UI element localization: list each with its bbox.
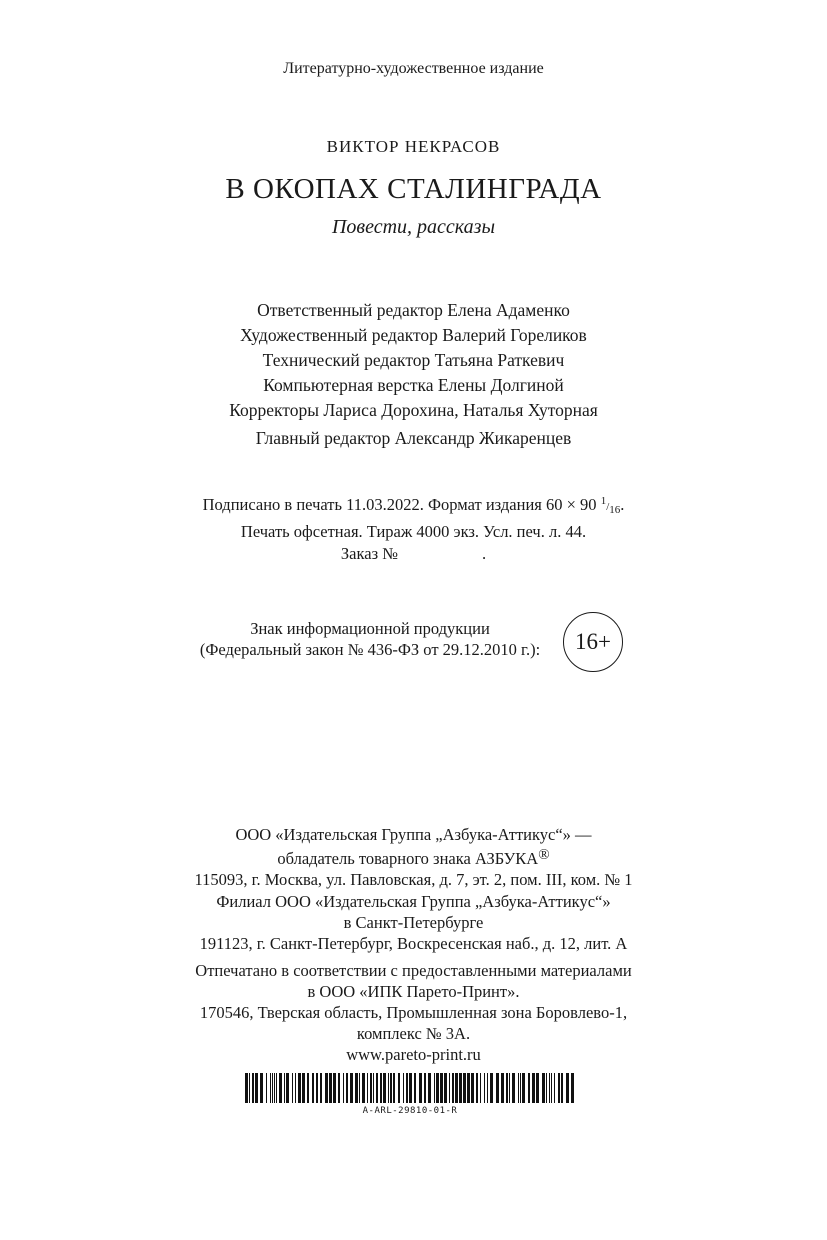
barcode-bar — [512, 1073, 515, 1103]
barcode-bar — [414, 1073, 416, 1103]
barcode-bar — [471, 1073, 474, 1103]
publisher-trademark: обладатель товарного знака АЗБУКА — [277, 849, 539, 868]
barcode-bar — [419, 1073, 422, 1103]
barcode-bar — [346, 1073, 348, 1103]
barcode-bar — [373, 1073, 374, 1103]
branch-info — [0, 891, 827, 954]
barcode-bar — [270, 1073, 271, 1103]
barcode-bar — [532, 1073, 535, 1103]
printer-line-1: Отпечатано в соответствии с предоставленными материалами — [195, 961, 632, 980]
credits-list — [0, 298, 827, 423]
barcode-bar — [333, 1073, 336, 1103]
barcode-bar — [459, 1073, 462, 1103]
barcode-bar — [260, 1073, 263, 1103]
barcode-bar — [428, 1073, 431, 1103]
barcode-bar — [434, 1073, 435, 1103]
barcode-bar — [312, 1073, 314, 1103]
book-title — [0, 173, 827, 206]
book-title-text: В ОКОПАХ СТАЛИНГРАДА — [225, 173, 602, 205]
format-fraction — [600, 495, 621, 516]
printer-line-3: 170546, Тверская область, Промышленная зона Боровлево-1, — [199, 1003, 628, 1022]
barcode-bar — [554, 1073, 555, 1103]
order-line — [0, 543, 827, 565]
barcode-bar — [449, 1073, 450, 1103]
printer-website: www.pareto-print.ru — [346, 1045, 481, 1064]
credit-line: Ответственный редактор Елена Адаменко — [257, 300, 570, 320]
barcode-bar — [252, 1073, 254, 1103]
order-label: Заказ № — [340, 544, 398, 563]
barcode-bar — [546, 1073, 547, 1103]
barcode-bar — [506, 1073, 508, 1103]
barcode-bar — [440, 1073, 443, 1103]
barcode-bar — [566, 1073, 569, 1103]
barcode-bar — [292, 1073, 293, 1103]
barcode-bar — [522, 1073, 525, 1103]
barcode-bar — [487, 1073, 488, 1103]
barcode-bar — [528, 1073, 530, 1103]
barcode-bar — [496, 1073, 499, 1103]
barcode-bar — [542, 1073, 545, 1103]
fraction-slash: / — [606, 501, 610, 513]
order-end: . — [481, 544, 487, 563]
barcode-bar — [272, 1073, 273, 1103]
age-rating-badge-text: 16+ — [575, 629, 611, 654]
publisher-line-2 — [0, 845, 827, 869]
barcode-bar — [320, 1073, 322, 1103]
barcode-bar — [370, 1073, 372, 1103]
branch-line-2: в Санкт-Петербурге — [343, 913, 484, 932]
barcode-bar — [380, 1073, 382, 1103]
printer-line-4: комплекс № 3А. — [356, 1024, 471, 1043]
barcode-bar — [359, 1073, 360, 1103]
edition-type-text: Литературно-художественное издание — [283, 60, 544, 77]
publisher-info — [0, 824, 827, 890]
barcode-bar — [329, 1073, 332, 1103]
book-subtitle — [0, 216, 827, 239]
barcode-bar — [376, 1073, 378, 1103]
barcode-bar — [245, 1073, 248, 1103]
barcode-bar — [362, 1073, 365, 1103]
fraction-numerator: 1 — [600, 495, 607, 507]
barcode-bar — [255, 1073, 258, 1103]
barcode-bar — [409, 1073, 412, 1103]
barcode-bar — [455, 1073, 458, 1103]
fraction-denominator: 16 — [609, 504, 621, 516]
barcode-bar — [355, 1073, 358, 1103]
barcode-bar — [520, 1073, 521, 1103]
barcode-bar — [536, 1073, 539, 1103]
print-info-line-1 — [0, 490, 827, 521]
publisher-line-3: 115093, г. Москва, ул. Павловская, д. 7, эт. 2, пом. III, ком. № 1 — [194, 870, 633, 889]
author-text: ВИКТОР НЕКРАСОВ — [326, 137, 501, 156]
barcode — [245, 1073, 575, 1116]
print-info — [0, 490, 827, 565]
print-info-line-2: Печать офсетная. Тираж 4000 экз. Усл. печ. л. 44. — [240, 522, 587, 541]
printer-line-2: в ООО «ИПК Парето-Принт». — [307, 982, 520, 1001]
barcode-bar — [476, 1073, 478, 1103]
barcode-bar — [343, 1073, 344, 1103]
barcode-bar — [467, 1073, 470, 1103]
barcode-bar — [549, 1073, 550, 1103]
barcode-bar — [350, 1073, 353, 1103]
credit-line: Компьютерная верстка Елены Долгиной — [263, 375, 564, 395]
print-format-end: . — [620, 495, 625, 514]
print-format-text: Подписано в печать 11.03.2022. Формат издания 60 × 90 — [202, 495, 597, 514]
barcode-bar — [501, 1073, 504, 1103]
barcode-bar — [463, 1073, 466, 1103]
book-subtitle-text: Повести, рассказы — [331, 216, 496, 238]
barcode-bar — [452, 1073, 454, 1103]
barcode-bar — [274, 1073, 275, 1103]
barcode-bar — [393, 1073, 395, 1103]
barcode-bar — [284, 1073, 285, 1103]
age-rating-block — [0, 610, 827, 674]
barcode-bar — [298, 1073, 301, 1103]
age-rating-notice — [190, 618, 550, 660]
age-rating-line-2: (Федеральный закон № 436-ФЗ от 29.12.2010 г.): — [199, 640, 541, 659]
barcode-bar — [424, 1073, 426, 1103]
barcode-bar — [403, 1073, 404, 1103]
chief-editor-text: Главный редактор Александр Жикаренцев — [255, 428, 572, 448]
edition-type — [0, 60, 827, 78]
barcode-bar — [338, 1073, 340, 1103]
barcode-bar — [307, 1073, 309, 1103]
barcode-bar — [551, 1073, 552, 1103]
barcode-bar — [249, 1073, 250, 1103]
registered-mark: ® — [538, 847, 550, 863]
barcode-bar — [398, 1073, 400, 1103]
barcode-bar — [388, 1073, 389, 1103]
barcode-bar — [406, 1073, 408, 1103]
barcode-bar — [325, 1073, 328, 1103]
chief-editor — [0, 428, 827, 449]
branch-line-1: Филиал ООО «Издательская Группа „Азбука-Аттикус“» — [216, 892, 611, 911]
barcode-bar — [490, 1073, 493, 1103]
barcode-bar — [518, 1073, 519, 1103]
barcode-bar — [316, 1073, 318, 1103]
author-name — [0, 137, 827, 157]
barcode-bar — [383, 1073, 386, 1103]
barcode-bar — [295, 1073, 296, 1103]
barcode-bar — [480, 1073, 481, 1103]
barcode-bar — [561, 1073, 563, 1103]
barcode-bar — [276, 1073, 277, 1103]
barcode-bar — [279, 1073, 282, 1103]
credit-line: Художественный редактор Валерий Гореликов — [240, 325, 587, 345]
barcode-bar — [436, 1073, 439, 1103]
credit-line: Корректоры Лариса Дорохина, Наталья Хуторная — [229, 400, 598, 420]
barcode-bar — [266, 1073, 267, 1103]
barcode-bar — [558, 1073, 560, 1103]
barcode-bar — [444, 1073, 447, 1103]
printer-info — [0, 960, 827, 1065]
age-rating-badge — [563, 612, 623, 672]
credit-line: Технический редактор Татьяна Раткевич — [262, 350, 565, 370]
barcode-bar — [509, 1073, 510, 1103]
barcode-bar — [484, 1073, 485, 1103]
barcode-bar — [302, 1073, 305, 1103]
barcode-code: A-ARL-29810-01-R — [362, 1106, 458, 1116]
age-rating-line-1: Знак информационной продукции — [250, 619, 490, 638]
barcode-bar — [390, 1073, 392, 1103]
publisher-line-1: ООО «Издательская Группа „Азбука-Аттикус“» — — [235, 825, 592, 844]
branch-line-3: 191123, г. Санкт-Петербург, Воскресенская наб., д. 12, лит. А — [199, 934, 628, 953]
barcode-icon — [245, 1073, 575, 1103]
barcode-bar — [571, 1073, 574, 1103]
barcode-bar — [286, 1073, 289, 1103]
barcode-bar — [367, 1073, 368, 1103]
